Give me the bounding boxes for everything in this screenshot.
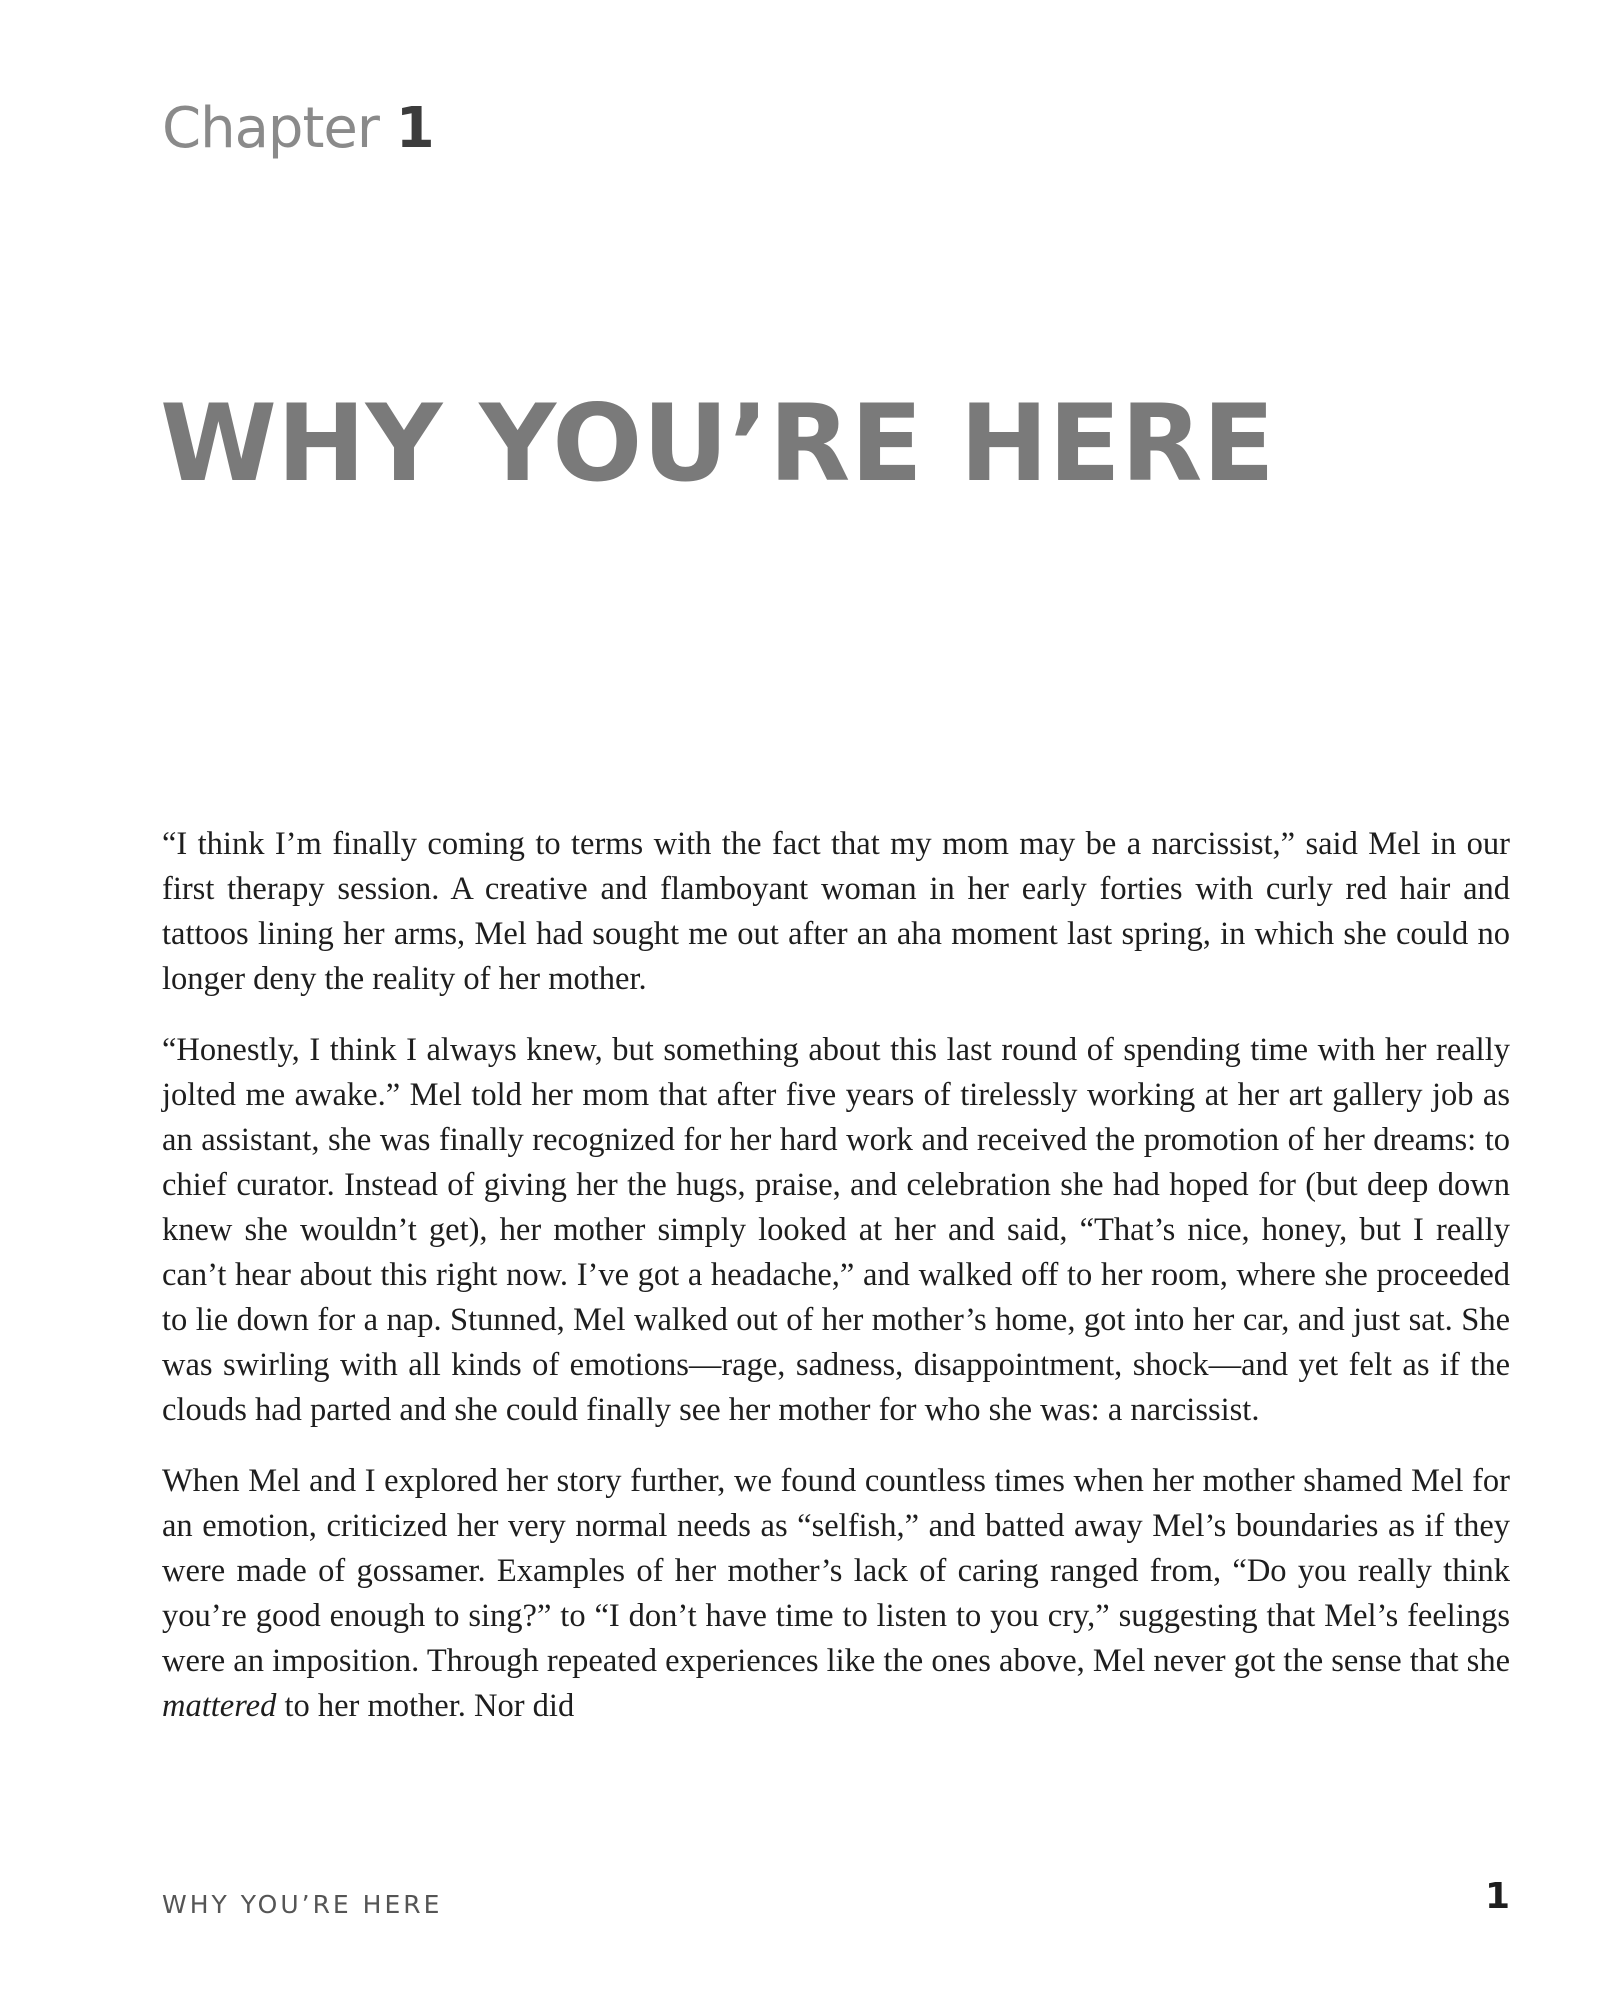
paragraph-3-text-end: to her mother. Nor did <box>276 1688 575 1724</box>
chapter-word: Chapter <box>162 96 379 161</box>
page-number: 1 <box>1484 1876 1510 1917</box>
emphasized-word: mattered <box>162 1688 277 1724</box>
paragraph-3-text-start: When Mel and I explored her story further, we found countless times when her mother shamed Mel for an emotion, criticized her very normal needs as “selfish,” and batted away Mel’s boundaries as if they were made of gossamer. Examples of her mother’s lack of caring ranged from, “Do you really think you’re good enough to sing?” to “I don’t have time to listen to you cry,” suggesting that Mel’s feelings were an imposition. Through repeated experiences like the ones above, Mel never got the sense that she <box>162 1463 1510 1679</box>
running-footer: WHY YOU’RE HERE <box>162 1890 443 1919</box>
body-text <box>162 822 1510 1755</box>
chapter-title: WHY YOU’RE HERE <box>160 382 1275 505</box>
chapter-label <box>162 98 434 160</box>
paragraph-1: “I think I’m finally coming to terms with the fact that my mom may be a narcissist,” said Mel in our first therapy session. A creative and flamboyant woman in her early forties with curly red hair and tattoos lining her arms, Mel had sought me out after an aha moment last spring, in which she could no longer deny the reality of her mother. <box>162 826 1510 997</box>
paragraph-2: “Honestly, I think I always knew, but something about this last round of spending time with her really jolted me awake.” Mel told her mom that after five years of tirelessly working at her art gallery job as an assistant, she was finally recognized for her hard work and received the promotion of her dreams: to chief curator. Instead of giving her the hugs, praise, and celebration she had hoped for (but deep down knew she wouldn’t get), her mother simply looked at her and said, “That’s nice, honey, but I really can’t hear about this right now. I’ve got a headache,” and walked off to her room, where she proceeded to lie down for a nap. Stunned, Mel walked out of her mother’s home, got into her car, and just sat. She was swirling with all kinds of emotions—rage, sadness, disappointment, shock—and yet felt as if the clouds had parted and she could finally see her mother for who she was: a narcissist. <box>162 1032 1510 1428</box>
paragraph-3 <box>162 1459 1510 1729</box>
chapter-number: 1 <box>395 96 434 161</box>
